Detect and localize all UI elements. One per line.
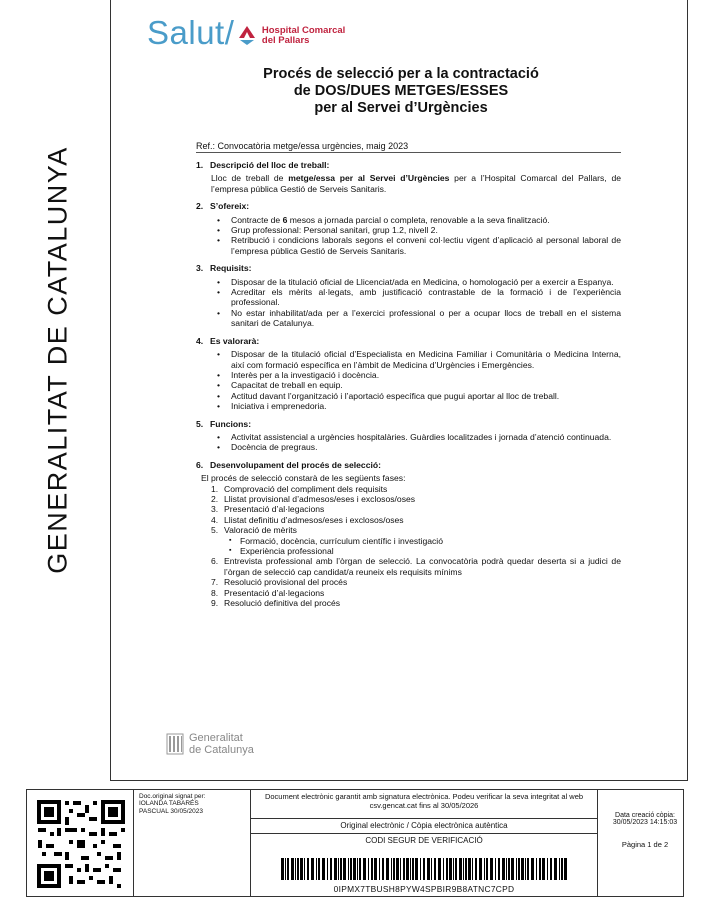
step-text: Comprovació del compliment dels requisits bbox=[224, 483, 388, 494]
step-text: Llistat definitiu d’admesos/eses i exclosos/oses bbox=[224, 514, 404, 525]
signer-cell bbox=[133, 790, 251, 896]
salut-logo bbox=[147, 14, 345, 52]
qr-cell bbox=[27, 790, 134, 896]
bullet-list bbox=[196, 432, 621, 453]
sub-item: ▪ Experiència professional bbox=[240, 546, 621, 556]
verification-footer bbox=[26, 789, 684, 897]
step-item bbox=[211, 577, 621, 588]
hospital-name-line2: del Pallars bbox=[261, 35, 310, 46]
section-4 bbox=[196, 336, 621, 412]
signer-name: IOLANDA TABARÉS bbox=[139, 800, 199, 808]
sidebar bbox=[0, 0, 110, 783]
step-item bbox=[211, 598, 621, 609]
step-number: 9. bbox=[211, 598, 219, 609]
bullet-list bbox=[196, 349, 621, 411]
reference-line: Ref.: Convocatòria metge/essa urgències, maig 2023 bbox=[196, 141, 621, 153]
section-heading bbox=[196, 201, 621, 211]
section-heading bbox=[196, 419, 621, 429]
step-text: Resolució definitiva del procés bbox=[224, 598, 341, 609]
signed-label: Doc.original signat per: bbox=[139, 793, 206, 800]
step-text: Presentació d’al·legacions bbox=[224, 504, 325, 515]
generalitat-line1: Generalitat bbox=[189, 732, 243, 744]
list-item: • Iniciativa i emprenedoria. bbox=[231, 401, 621, 411]
text: Lloc de treball de bbox=[211, 173, 289, 184]
copy-type: Original electrònic / Còpia electrònica autèntica bbox=[251, 818, 597, 833]
barcode-icon bbox=[281, 858, 567, 880]
section-number: 1. bbox=[196, 160, 204, 170]
verification-box bbox=[251, 790, 597, 896]
csv-code[interactable]: 0IPMX7TBUSH8PYW4SPBIR9B8ATNC7CPD bbox=[333, 884, 515, 894]
step-number: 7. bbox=[211, 577, 219, 588]
generalitat-logo bbox=[166, 732, 254, 756]
section-heading bbox=[196, 336, 621, 346]
sub-item: ▪ Formació, docència, currículum científic i investigació bbox=[240, 536, 621, 546]
step-text: Llistat provisional d’admesos/eses i exclosos/oses bbox=[224, 493, 416, 504]
step-number: 8. bbox=[211, 587, 219, 598]
section-number: 5. bbox=[196, 418, 204, 429]
step-text: Valoració de mèrits bbox=[224, 525, 297, 536]
step-item bbox=[211, 514, 621, 525]
section-3 bbox=[196, 263, 621, 328]
step-number: 1. bbox=[211, 483, 219, 494]
list-item bbox=[231, 215, 621, 225]
step-item bbox=[211, 525, 621, 556]
code-label: CODI SEGUR DE VERIFICACIÓ bbox=[251, 833, 597, 845]
step-item bbox=[211, 493, 621, 504]
copy-meta bbox=[607, 790, 683, 849]
step-item bbox=[211, 483, 621, 494]
section-title: Es valorarà: bbox=[210, 335, 260, 346]
verify-text: Document electrònic garantit amb signatura electrònica. Podeu verificar la seva integritat al web csv.gencat.cat fins al 30/05/2026 bbox=[264, 792, 584, 810]
step-number: 6. bbox=[211, 556, 219, 567]
list-item: • Grup professional: Personal sanitari, grup 1.2, nivell 2. bbox=[231, 225, 621, 235]
text-bold: metge/essa per al Servei d’Urgències bbox=[288, 173, 450, 184]
sidebar-title: GENERALITAT DE CATALUNYA bbox=[42, 146, 73, 574]
step-item bbox=[211, 587, 621, 598]
list-item: • Capacitat de treball en equip. bbox=[231, 380, 621, 390]
list-item: • Retribució i condicions laborals segons el conveni col·lectiu vigent d’aplicació al personal laboral de l’empresa pública Gestió de Serveis Sanitaris. bbox=[231, 235, 621, 256]
list-item: • Disposar de la titulació oficial d’Especialista en Medicina Familiar i Comunitària o Medicina Interna, així com formació específica en l’àmbit de Medicina d’Urgències i Emergències. bbox=[231, 349, 621, 370]
signer-date: PASCUAL 30/05/2023 bbox=[139, 807, 203, 815]
section-1 bbox=[196, 160, 621, 194]
step-number: 2. bbox=[211, 493, 219, 504]
section-number: 4. bbox=[196, 335, 204, 346]
title-line2: de DOS/DUES METGES/ESSES bbox=[293, 83, 509, 99]
section-5 bbox=[196, 419, 621, 453]
step-number: 3. bbox=[211, 504, 219, 515]
list-item: • Docència de pregraus. bbox=[231, 442, 621, 452]
section-2 bbox=[196, 201, 621, 256]
generalitat-line2: de Catalunya bbox=[189, 744, 254, 756]
hospital-mark-icon bbox=[237, 24, 257, 46]
hospital-name-line1: Hospital Comarcal bbox=[261, 25, 346, 36]
bullet-list bbox=[196, 215, 621, 257]
paragraph: El procés de selecció constarà de les següents fases: bbox=[201, 473, 406, 484]
section-title: Funcions: bbox=[210, 418, 252, 429]
section-title: S’ofereix: bbox=[210, 201, 250, 212]
step-item bbox=[211, 504, 621, 515]
list-item: • Interès per a la investigació i docència. bbox=[231, 370, 621, 380]
step-text: Entrevista professional amb l’òrgan de selecció. La convocatòria podrà quedar deserta si a judici de l’òrgan de selecció cap candidat/a reuneix els requisits mínims bbox=[224, 556, 621, 577]
section-title: Requisits: bbox=[210, 263, 252, 274]
list-item: • Acreditar els mèrits al·legats, amb justificació contrastable de la formació i de l’experiència professional. bbox=[231, 287, 621, 308]
page-number: Pàgina 1 de 2 bbox=[621, 840, 669, 849]
generalitat-text bbox=[189, 732, 254, 756]
generalitat-emblem-icon bbox=[166, 733, 184, 755]
list-item: • Actitud davant l’organització i l’aportació específica que pugui aportar al lloc de treball. bbox=[231, 391, 621, 401]
document-title bbox=[191, 66, 611, 117]
section-heading bbox=[196, 263, 621, 273]
divider bbox=[597, 790, 598, 896]
section-number: 2. bbox=[196, 201, 204, 212]
section-number: 6. bbox=[196, 459, 204, 470]
title-line3: per al Servei d’Urgències bbox=[314, 100, 488, 116]
list-item: • No estar inhabilitat/ada per a l’exercici professional o per a ocupar llocs de treball en el sistema sanitari de Catalunya. bbox=[231, 308, 621, 329]
hospital-name bbox=[262, 26, 345, 46]
text: Contracte de bbox=[231, 214, 283, 225]
date-label: Data creació còpia: bbox=[615, 812, 675, 819]
qr-code-icon bbox=[35, 798, 127, 890]
step-text: Presentació d’al·legacions bbox=[224, 587, 325, 598]
bullet-list bbox=[196, 277, 621, 329]
section-number: 3. bbox=[196, 263, 204, 274]
document-page bbox=[110, 0, 688, 781]
date-value: 30/05/2023 14:15:03 bbox=[612, 819, 678, 826]
step-number: 4. bbox=[211, 514, 219, 525]
logo-salut-text: Salut bbox=[147, 14, 225, 51]
section-title: Descripció del lloc de treball: bbox=[210, 160, 330, 170]
document-body bbox=[196, 160, 621, 615]
sub-list bbox=[224, 536, 621, 557]
step-text: Resolució provisional del procés bbox=[224, 577, 348, 588]
section-heading bbox=[196, 460, 621, 470]
paragraph bbox=[196, 173, 621, 194]
list-item: • Activitat assistencial a urgències hospitalàries. Guàrdies localitzades i jornada d’atenció continuada. bbox=[231, 432, 621, 442]
step-number: 5. bbox=[211, 525, 219, 536]
section-6 bbox=[196, 460, 621, 609]
text: mesos a jornada parcial o completa, renovable a la seva finalització. bbox=[287, 214, 550, 225]
section-heading bbox=[196, 160, 621, 170]
logo-slash: / bbox=[224, 14, 234, 51]
title-line1: Procés de selecció per a la contractació bbox=[263, 66, 539, 82]
steps-list bbox=[196, 484, 621, 609]
text-bold: 6 bbox=[282, 214, 288, 225]
text: per a l’Hospital Comarcal del Pallars, de l’empresa pública Gestió de Serveis Sanitaris. bbox=[211, 173, 622, 194]
step-item bbox=[211, 556, 621, 577]
list-item: • Disposar de la titulació oficial de Llicenciat/ada en Medicina, o homologació per a exercir a Espanya. bbox=[231, 277, 621, 287]
section-title: Desenvolupament del procés de selecció: bbox=[210, 459, 381, 470]
